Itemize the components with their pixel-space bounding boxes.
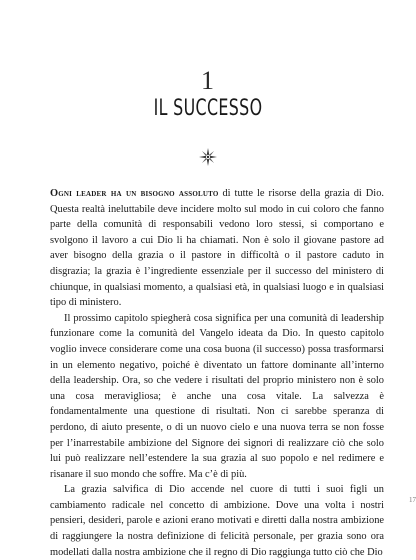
paragraph-1: [50, 186, 384, 311]
chapter-body: [50, 186, 384, 560]
lead-smallcaps: Ogni leader ha un bisogno assoluto: [50, 188, 219, 199]
paragraph-1-text: di tutte le risorse della grazia di Dio. Questa realtà ineluttabile deve incidere molto sul modo in cui coloro che fanno parte della comunità di responsabili vedono loro stessi, si comportano e svolgono il lavoro a cui Dio li ha chiamati. Non è solo il giovane pastore ad aver bisogno della grazia o il pastore in difficoltà o il pastore caduto in disgrazia; la grazia è l’ingrediente essenziale per il successo del ministero di chiunque, in qualsiasi momento, a qualsiasi età, in qualsiasi luogo e in qualsiasi tipo di ministero.: [50, 188, 384, 309]
page-number: 17: [409, 496, 416, 504]
chapter-number: 1: [201, 66, 215, 95]
paragraph-3: La grazia salvifica di Dio accende nel cuore di tutti i suoi figli un cambiamento radicale nel concetto di ambizione. Dove una volta i nostri pensieri, desideri, parole e azioni erano motivati e diretti dalla nostra ambizione di raggiungere la nostra definizione di felicità personale, per grazia sono ora modellati dalla nostra ambizione che il regno di Dio raggiunga tutto ciò che Dio: [50, 484, 384, 558]
paragraph-2: Il prossimo capitolo spiegherà cosa significa per una comunità di leadership funzionare come la comunità del Vangelo ideata da Dio. In questo capitolo voglio invece considerare come una cosa buona (il successo) possa trasformarsi in un elemento negativo, poiché è diventato un fattore dominante all’interno della leadership. Ora, so che vedere i risultati del proprio ministero non è solo una cosa meravigliosa; è anche una cosa vitale. La salvezza è fondamentalmente una questione di risultati. Non ci sarebbe speranza di perdono, di aiuto presente, o di un nuovo cielo e una nuova terra se non fosse per l’inarrestabile ambizione del Signore dei signori di realizzare ciò che solo lui può realizzare nell’estendere la sua grazia al suo popolo e nel redimere e risanare il suo mondo che soffre. Ma c’è di più.: [50, 312, 384, 480]
chapter-title: IL SUCCESSO: [153, 96, 263, 121]
star-ornament-icon: [199, 148, 217, 166]
